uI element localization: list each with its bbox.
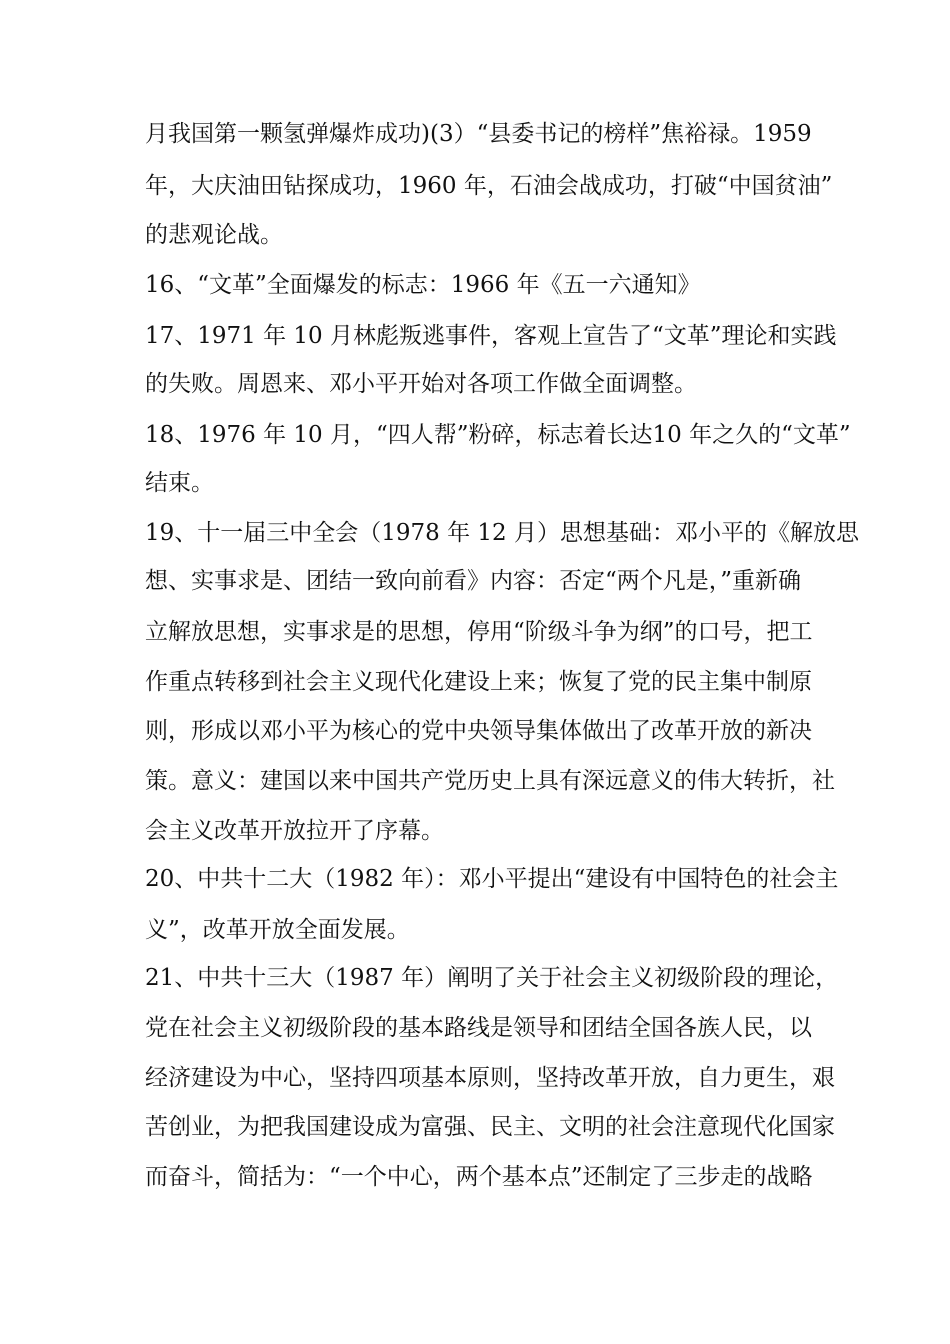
text-line: 党在社会主义初级阶段的基本路线是领导和团结全国各族人民，以 — [145, 1015, 812, 1041]
text-line: 的失败。周恩来、邓小平开始对各项工作做全面调整。 — [145, 371, 697, 397]
text-line: 会主义改革开放拉开了序幕。 — [145, 818, 444, 844]
text-line: 策。意义：建国以来中国共产党历史上具有深远意义的伟大转折，社 — [145, 768, 835, 794]
text-line: 结束。 — [145, 470, 214, 496]
text-line: 17、1971 年 10 月林彪叛逃事件，客观上宣告了“文革”理论和实践 — [145, 323, 837, 349]
text-line: 21、中共十三大（1987 年）阐明了关于社会主义初级阶段的理论， — [145, 965, 839, 991]
text-line: 19、十一届三中全会（1978 年 12 月）思想基础：邓小平的《解放思 — [145, 520, 859, 546]
text-line: 义”，改革开放全面发展。 — [145, 917, 410, 943]
text-line: 则，形成以邓小平为核心的党中央领导集体做出了改革开放的新决 — [145, 718, 812, 744]
text-line: 苦创业，为把我国建设成为富强、民主、文明的社会注意现代化国家 — [145, 1114, 835, 1140]
text-line: 年，大庆油田钻探成功，1960 年，石油会战成功，打破“中国贫油” — [145, 173, 833, 199]
text-line: 想、实事求是、团结一致向前看》内容：否定“两个凡是，”重新确 — [145, 568, 802, 594]
text-line: 而奋斗，简括为：“一个中心，两个基本点”还制定了三步走的战略 — [145, 1164, 813, 1190]
text-line: 20、中共十二大（1982 年）：邓小平提出“建设有中国特色的社会主 — [145, 866, 839, 892]
text-line: 作重点转移到社会主义现代化建设上来；恢复了党的民主集中制原 — [145, 669, 812, 695]
text-line: 立解放思想，实事求是的思想，停用“阶级斗争为纲”的口号，把工 — [145, 619, 813, 645]
text-line: 月我国第一颗氢弹爆炸成功)(3）“县委书记的榜样”焦裕禄。1959 — [145, 121, 812, 147]
text-line: 的悲观论战。 — [145, 222, 283, 248]
text-line: 16、“文革”全面爆发的标志：1966 年《五一六通知》 — [145, 272, 701, 298]
text-line: 18、1976 年 10 月，“四人帮”粉碎，标志着长达10 年之久的“文革” — [145, 422, 851, 448]
text-line: 经济建设为中心，坚持四项基本原则，坚持改革开放，自力更生，艰 — [145, 1065, 835, 1091]
